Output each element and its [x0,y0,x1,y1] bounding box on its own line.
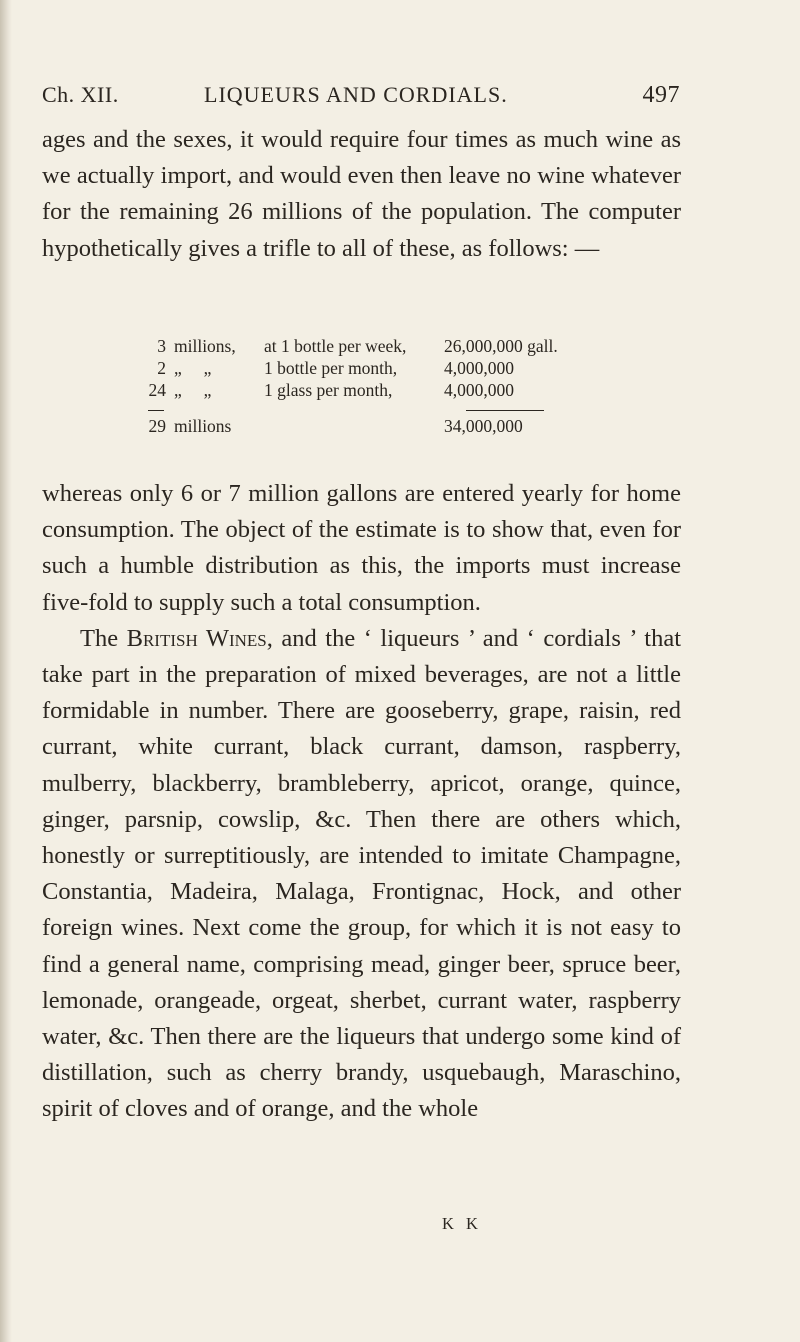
row-unit: millions, [174,336,236,356]
total-unit: millions [174,416,232,436]
paragraph-lead: The [80,624,127,652]
total-rule-right [466,410,544,411]
running-title: LIQUEURS AND CORDIALS. [204,82,508,107]
intro-paragraph [42,122,681,267]
row-count: 2 [157,358,166,378]
table-row [140,358,620,380]
row-rate: 1 glass per month, [264,380,393,400]
british-wines-heading: British Wines [126,624,267,652]
signature-mark: K K [442,1214,482,1233]
row-rate: at 1 bottle per week, [264,336,407,356]
row-quantity: 4,000,000 [444,358,514,378]
paragraph-body: , and the ‘ liqueurs ’ and ‘ cordials ’ that take part in the preparation of mixed beverages, are not a little formidable in number. There are gooseberry, grape, raisin, red currant, white currant, black currant, damson, raspberry, mulberry, blackberry, brambleberry, apricot, orange, quince, ginger, parsnip, cowslip, &c. Then there are others which, honestly or surreptitiously, are intended to imitate Champagne, Constantia, Madeira, Malaga, Frontignac, Hock, and other foreign wines. Next come the group, for which it is not easy to find a general name, comprising mead, ginger beer, spruce beer, lemonade, orangeade, orgeat, sherbet, currant water, raspberry water, &c. Then there are the liqueurs that undergo some kind of distillation, such as cherry brandy, usquebaugh, Maraschino, spirit of cloves and of orange, and the whole [42,624,682,1123]
chapter-label: Ch. XII. [42,82,119,107]
british-wines-paragraph [42,621,681,1128]
table-row [140,336,620,358]
table-total-row [140,416,620,438]
row-count: 3 [157,336,166,356]
row-unit: „ „ [174,380,212,400]
table-row [140,380,620,402]
body-text [42,476,681,1128]
consumption-table [140,336,620,438]
total-rule-left [148,410,164,411]
intro-paragraph-text: ages and the sexes, it would require four times as much wine as we actually import, and would even then leave no wine whatever for the remaining 26 millions of the population. The computer hypothetically gives a trifle to all of these, as follows: — [42,126,681,262]
total-count: 29 [148,416,166,436]
row-count: 24 [148,380,166,400]
row-rate: 1 bottle per month, [264,358,398,378]
row-quantity: 4,000,000 [444,380,514,400]
total-quantity: 34,000,000 [444,416,523,436]
whereas-paragraph: whereas only 6 or 7 million gallons are entered yearly for home consumption. The object of the estimate is to show that, even for such a humble distribution as this, the imports must increase five-fold to supply such a total consumption. [42,480,681,616]
page-number: 497 [642,82,680,108]
row-quantity: 26,000,000 gall. [444,336,558,356]
row-unit: „ „ [174,358,212,378]
table-rule-row [140,402,620,416]
page-gutter-shadow [0,0,12,1342]
running-head [42,82,682,112]
